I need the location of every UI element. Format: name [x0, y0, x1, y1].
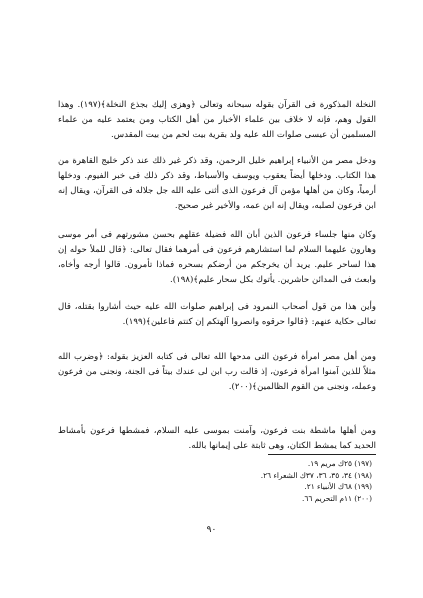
paragraph-5: [58, 350, 376, 395]
paragraph-3: [58, 228, 376, 288]
paragraph-text: وأين هذا من قول أصحاب النمرود فى إبراهيم صلوات الله عليه حيث أشاروا بقتله، قال تعالى حكاية عنهم: ﴿قالوا حرقوه وانصروا آلهتكم إن كنتم فاعلين﴾(١٩٩).: [58, 302, 376, 327]
paragraph-1: [58, 98, 376, 143]
footnote-item: (١٩٩) ٦٨ك الأنبياء ٢١.: [304, 482, 372, 491]
footnote-item: (١٩٨) ٣٤، ٣٥، ٣٦، ٣٧ك الشعراء ٢٦.: [260, 470, 372, 480]
paragraph-text: وكان منها جلساء فرعون الذين أبان الله فضيلة عقلهم بحسن مشورتهم فى أمر موسى وهارون عليهما السلام لما استشارهم فرعون فى أمرهما فقال تعالى: ﴿قال للملأ حوله إن هذا لساحر عليم. يريد أن يخرجكم من أرضكم بسحره فماذا تأمرون. قالوا أرجه وأخاه، وابعث فى المدائن حاشرين. يأتوك بكل سحار عليم﴾(١٩٨).: [58, 230, 376, 285]
paragraph-text: ودخل مصر من الأنبياء إبراهيم خليل الرحمن، وقد ذكر غير ذلك عند ذكر خليج القاهرة من هذا الكتاب. ودخلها أيضاً يعقوب ويوسف والأسباط، وقد ذكر ذلك فى خبر الفيوم. ودخلها أرمياً، وكان من أهلها مؤمن آل فرعون الذى أثنى عليه الله جل جلاله فى القرآن، ويقال إنه ابن فرعون لصلبه، ويقال إنه ابن عمه، والأخير غير صحيح.: [58, 156, 376, 211]
paragraph-text: ومن أهل مصر امرأة فرعون التى مدحها الله تعالى فى كتابه العزيز بقوله: ﴿وضرب الله مثلاً للذين آمنوا امرأة فرعون، إذ قالت رب ابن لى عندك بيتاً فى الجنة، ونجنى من فرعون وعمله، ونجنى من القوم الظالمين﴾(٢٠٠).: [58, 352, 376, 392]
paragraph-6: [58, 424, 376, 454]
paragraph-2: [58, 154, 376, 214]
page-number: ٩٠: [206, 525, 217, 535]
footnote-item: (٢٠٠) ١١م التحريم ٦٦.: [302, 493, 372, 503]
paragraph-4: [58, 300, 376, 330]
footnote-divider: [268, 454, 376, 455]
paragraph-text: ومن أهلها ماشطة بنت فرعون، وآمنت بموسى عليه السلام، فمشطها فرعون بأمشاط الحديد كما يمشط الكتان، وهى ثابتة على إيمانها بالله.: [58, 426, 376, 451]
footnotes: [200, 458, 372, 504]
paragraph-text: النخلة المذكورة فى القرآن بقوله سبحانه وتعالى ﴿وهزى إليك بجذع النخلة﴾(١٩٧). وهذا القول وهم، فإنه لا خلاف بين علماء الأخبار من أهل الكتاب ومن يعتمد عليه من علماء المسلمين أن عيسى صلوات الله عليه ولد بقرية بيت لحم من بيت المقدس.: [58, 100, 376, 140]
footnote-item: (١٩٧) ٢٥ك مريم ١٩.: [307, 459, 372, 468]
